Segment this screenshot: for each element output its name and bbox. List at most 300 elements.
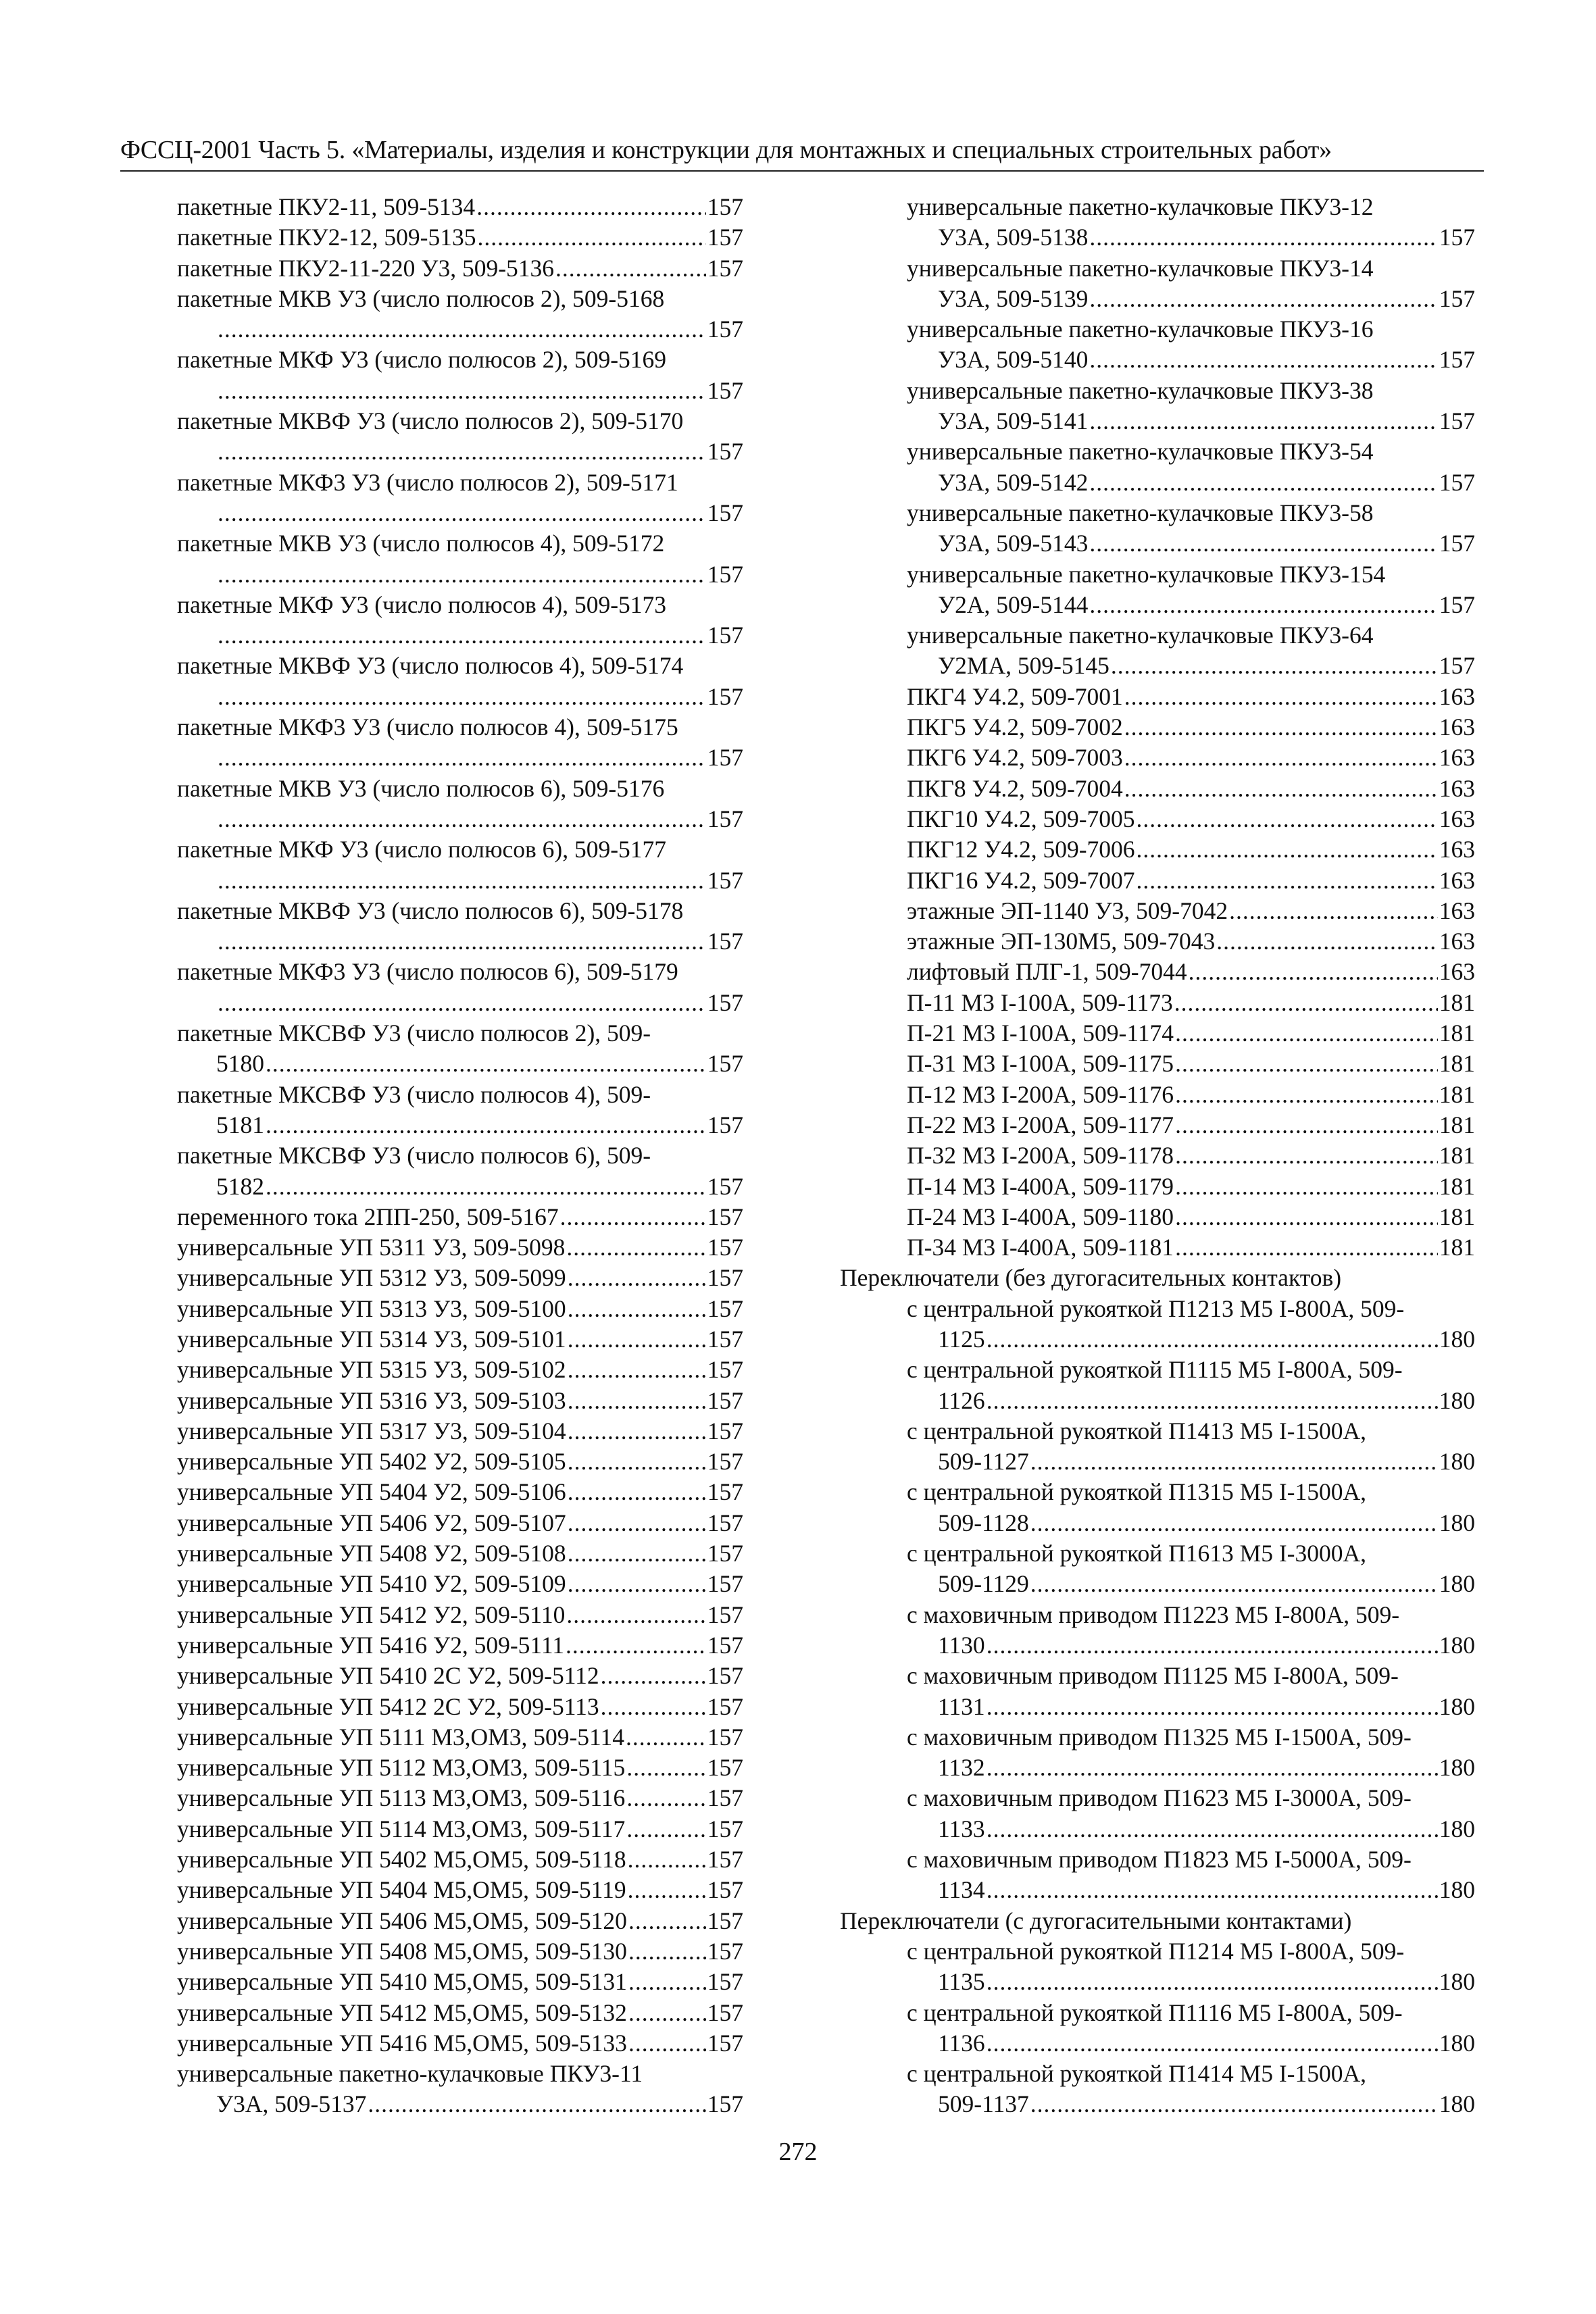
entry-text: универсальные УП 5412 У2, 509-5110 (177, 1601, 566, 1628)
entry-line (177, 590, 743, 620)
entry-text: с центральной рукояткой П1213 М5 I-800А, 509- (907, 1294, 1405, 1322)
index-entry (177, 1906, 743, 1936)
dot-leader (1089, 528, 1437, 559)
dot-leader (987, 1692, 1438, 1722)
entry-text: с маховичным приводом П1223 М5 I-800А, 509- (907, 1601, 1400, 1628)
entry-line (840, 620, 1475, 651)
page-ref: 163 (1439, 928, 1475, 955)
page-ref: 163 (1439, 836, 1475, 863)
dot-leader (987, 1386, 1438, 1416)
entry-line (177, 284, 743, 314)
dot-leader (626, 1783, 705, 1813)
page-ref: 180 (1439, 2090, 1475, 2118)
page-ref: 157 (707, 254, 743, 282)
dot-leader (1089, 222, 1437, 253)
dot-leader (218, 865, 706, 896)
index-entry (177, 1140, 743, 1202)
dot-leader (1229, 896, 1438, 926)
dot-leader (568, 1263, 706, 1293)
page-ref: 157 (707, 2029, 743, 2057)
page-header: ФССЦ-2001 Часть 5. «Материалы, изделия и конструкции для монтажных и специальных строительных работ» (120, 136, 1332, 164)
dot-leader (266, 1049, 706, 1079)
entry-line (840, 436, 1475, 467)
entry-text: 509-1128 (938, 1509, 1029, 1536)
index-entry (177, 957, 743, 1018)
entry-line (177, 376, 743, 406)
page-ref: 157 (707, 376, 743, 404)
entry-line (177, 1386, 743, 1416)
entry-line (177, 620, 743, 651)
entry-text: универсальные УП 5311 У3, 509-5098 (177, 1234, 566, 1261)
page-ref: 157 (707, 866, 743, 894)
index-entry (840, 682, 1475, 712)
index-entry (840, 712, 1475, 743)
dot-leader (1175, 1202, 1438, 1232)
entry-line (840, 1569, 1475, 1599)
entry-text: универсальные УП 5111 М3,ОМ3, 509-5114 (177, 1723, 624, 1751)
index-entry (177, 345, 743, 406)
entry-line (840, 743, 1475, 773)
entry-text: универсальные УП 5412 2С У2, 509-5113 (177, 1692, 599, 1720)
page-ref: 180 (1439, 1631, 1475, 1659)
entry-line (177, 1600, 743, 1630)
entry-text: пакетные ПКУ2-11-220 У3, 509-5136 (177, 254, 555, 282)
index-entry (177, 222, 743, 253)
dot-leader (560, 1202, 706, 1232)
dot-leader (628, 1906, 706, 1936)
page-ref: 157 (707, 224, 743, 251)
entry-line (840, 590, 1475, 620)
entry-line (177, 1447, 743, 1477)
entry-text: этажные ЭП-1140 У3, 509-7042 (907, 897, 1228, 924)
page-ref: 157 (1439, 346, 1475, 374)
entry-line (840, 314, 1475, 345)
entry-line (840, 1875, 1475, 1905)
entry-line (177, 712, 743, 743)
entry-line (177, 314, 743, 345)
index-entry (177, 1692, 743, 1722)
dot-leader (1124, 774, 1438, 804)
entry-line (177, 1232, 743, 1263)
index-entry (177, 1661, 743, 1691)
index-entry (840, 1018, 1475, 1049)
page-ref: 163 (1439, 713, 1475, 741)
entry-line (840, 498, 1475, 528)
page-ref: 163 (1439, 682, 1475, 710)
page-ref: 181 (1439, 1234, 1475, 1261)
entry-text: с маховичным приводом П1325 М5 I-1500А, 509- (907, 1723, 1412, 1751)
page-ref: 157 (1439, 468, 1475, 496)
entry-line (840, 1936, 1475, 1967)
index-entry (177, 1722, 743, 1753)
entry-text: пакетные МКВ У3 (число полюсов 6), 509-5176 (177, 774, 665, 802)
page-ref: 157 (707, 1050, 743, 1078)
entry-text: универсальные УП 5313 У3, 509-5100 (177, 1294, 566, 1322)
dot-leader (1089, 468, 1437, 498)
entry-line (840, 1140, 1475, 1171)
page-ref: 157 (707, 1356, 743, 1384)
index-entry (177, 1967, 743, 1997)
page-ref: 163 (1439, 744, 1475, 772)
entry-text: универсальные УП 5406 У2, 509-5107 (177, 1509, 566, 1536)
index-entry (177, 834, 743, 896)
entry-line (177, 406, 743, 436)
entry-line (840, 345, 1475, 375)
entry-line (177, 2089, 743, 2119)
index-entry (840, 1355, 1475, 1416)
entry-text: П-11 М3 I-100А, 509-1173 (907, 988, 1173, 1016)
page-ref: 157 (707, 928, 743, 955)
page-ref: 157 (707, 1784, 743, 1812)
page-number: 272 (778, 2138, 818, 2166)
dot-leader (476, 192, 706, 222)
page-ref: 157 (707, 1998, 743, 2026)
entry-line (177, 1569, 743, 1599)
index-heading (840, 1906, 1475, 1936)
entry-line (177, 1722, 743, 1753)
page-ref: 180 (1439, 1509, 1475, 1536)
page-ref: 180 (1439, 1815, 1475, 1842)
right-column (840, 192, 1475, 2120)
index-entry (177, 1783, 743, 1813)
dot-leader (1137, 865, 1438, 896)
page-ref: 157 (707, 2090, 743, 2118)
index-entry (840, 314, 1475, 376)
index-entry (840, 1600, 1475, 1661)
index-entry (177, 1477, 743, 1507)
index-entry (177, 1936, 743, 1967)
entry-text: П-24 М3 I-400А, 509-1180 (907, 1203, 1174, 1230)
entry-line (177, 1263, 743, 1293)
dot-leader (987, 1630, 1438, 1661)
entry-text: с центральной рукояткой П1116 М5 I-800А, 509- (907, 1998, 1403, 2026)
dot-leader (601, 1661, 706, 1691)
entry-line (840, 1538, 1475, 1569)
index-entry (840, 865, 1475, 896)
entry-text: универсальные УП 5412 М5,ОМ5, 509-5132 (177, 1998, 627, 2026)
entry-line (840, 2059, 1475, 2089)
dot-leader (987, 1814, 1438, 1844)
entry-line (840, 1049, 1475, 1079)
entry-text: ПКГ4 У4.2, 509-7001 (907, 682, 1123, 710)
entry-text: 509-1137 (938, 2090, 1029, 2118)
dot-leader (987, 1875, 1438, 1905)
index-entry (177, 1814, 743, 1844)
index-entry (840, 1844, 1475, 1906)
entry-text: 5181 (216, 1111, 264, 1138)
entry-line (177, 1294, 743, 1324)
dot-leader (1111, 651, 1438, 681)
entry-line (177, 1692, 743, 1722)
entry-text: универсальные УП 5416 У2, 509-5111 (177, 1631, 565, 1659)
page-ref: 180 (1439, 1876, 1475, 1904)
entry-text: У3А, 509-5138 (938, 224, 1089, 251)
page-ref: 157 (707, 1264, 743, 1292)
page-ref: 157 (707, 805, 743, 832)
entry-text: универсальные УП 5410 М5,ОМ5, 509-5131 (177, 1968, 627, 1996)
entry-text: ПКГ12 У4.2, 509-7006 (907, 836, 1135, 863)
page-ref: 157 (707, 438, 743, 466)
entry-text: пакетные МКФ У3 (число полюсов 6), 509-5177 (177, 836, 667, 863)
page-ref: 181 (1439, 1203, 1475, 1230)
entry-text: У3А, 509-5137 (216, 2090, 367, 2118)
page-ref: 181 (1439, 1111, 1475, 1138)
entry-line (840, 376, 1475, 406)
entry-line (177, 1967, 743, 1997)
dot-leader (1030, 2089, 1438, 2119)
entry-text: Переключатели (без дугогасительных контактов) (840, 1264, 1342, 1292)
entry-line (177, 498, 743, 528)
index-entry (840, 559, 1475, 621)
page-ref: 157 (707, 1631, 743, 1659)
entry-text: универсальные УП 5114 М3,ОМ3, 509-5117 (177, 1815, 626, 1842)
entry-line (840, 1294, 1475, 1324)
dot-leader (1175, 1049, 1438, 1079)
page-ref: 157 (707, 1234, 743, 1261)
page-ref: 157 (707, 1937, 743, 1965)
entry-line (177, 865, 743, 896)
entry-text: с центральной рукояткой П1315 М5 I-1500А, (907, 1478, 1366, 1506)
index-entry (177, 1294, 743, 1324)
index-entry (840, 743, 1475, 773)
page-ref: 157 (707, 622, 743, 649)
entry-line (840, 957, 1475, 987)
header-rule (120, 170, 1484, 172)
entry-line (177, 528, 743, 559)
entry-text: универсальные УП 5317 У3, 509-5104 (177, 1417, 566, 1444)
entry-line (177, 1477, 743, 1507)
entry-line (177, 804, 743, 834)
page-ref: 157 (1439, 590, 1475, 618)
entry-text: с центральной рукояткой П1214 М5 I-800А, 509- (907, 1937, 1405, 1965)
entry-text: ПКГ8 У4.2, 509-7004 (907, 774, 1123, 802)
index-entry (177, 1324, 743, 1355)
index-entry (177, 1018, 743, 1080)
page-ref: 157 (707, 499, 743, 526)
entry-text: пакетные МКФ3 У3 (число полюсов 6), 509-5179 (177, 958, 678, 986)
entry-text: универсальные УП 5408 У2, 509-5108 (177, 1540, 566, 1567)
dot-leader (568, 1416, 706, 1447)
entry-line (840, 988, 1475, 1018)
dot-leader (1175, 1018, 1438, 1049)
index-entry (177, 1386, 743, 1416)
page-ref: 181 (1439, 1020, 1475, 1047)
entry-line (177, 988, 743, 1018)
entry-text: универсальные УП 5402 М5,ОМ5, 509-5118 (177, 1846, 626, 1873)
dot-leader (626, 1722, 706, 1753)
entry-text: 1135 (938, 1968, 985, 1996)
entry-text: универсальные пакетно-кулачковые ПКУ3-11 (177, 2060, 643, 2088)
dot-leader (218, 988, 706, 1018)
dot-leader (1174, 988, 1438, 1018)
entry-line (177, 1508, 743, 1538)
entry-line (840, 2028, 1475, 2059)
entry-text: с маховичным приводом П1125 М5 I-800А, 509- (907, 1662, 1399, 1690)
entry-text: универсальные УП 5404 У2, 509-5106 (177, 1478, 566, 1506)
entry-line (840, 1600, 1475, 1630)
index-entry (177, 1998, 743, 2028)
page-ref: 157 (707, 1754, 743, 1782)
index-entry (177, 1355, 743, 1385)
index-entry (177, 1600, 743, 1630)
page-ref: 157 (707, 1172, 743, 1200)
entry-text: У3А, 509-5141 (938, 407, 1089, 435)
dot-leader (218, 926, 706, 957)
dot-leader (628, 1844, 706, 1875)
entry-text: универсальные УП 5408 М5,ОМ5, 509-5130 (177, 1937, 627, 1965)
dot-leader (566, 1630, 706, 1661)
page-ref: 157 (707, 988, 743, 1016)
page-ref: 181 (1439, 1080, 1475, 1108)
entry-text: универсальные УП 5410 У2, 509-5109 (177, 1570, 566, 1598)
entry-text: 5182 (216, 1172, 264, 1200)
entry-text: У3А, 509-5142 (938, 468, 1089, 496)
dot-leader (987, 1753, 1438, 1783)
dot-leader (218, 436, 706, 467)
entry-line (840, 865, 1475, 896)
entry-line (840, 682, 1475, 712)
page-ref: 157 (1439, 224, 1475, 251)
index-entry (840, 1232, 1475, 1263)
entry-line (840, 1998, 1475, 2028)
left-column (177, 192, 743, 2120)
entry-text: П-22 М3 I-200А, 509-1177 (907, 1111, 1174, 1138)
page-ref: 157 (707, 316, 743, 343)
entry-text: П-31 М3 I-100А, 509-1175 (907, 1050, 1174, 1078)
dot-leader (626, 1814, 705, 1844)
index-entry (177, 528, 743, 590)
page-ref: 157 (707, 1509, 743, 1536)
entry-line (840, 1906, 1475, 1936)
dot-leader (1089, 284, 1437, 314)
dot-leader (628, 1967, 706, 1997)
entry-line (840, 896, 1475, 926)
entry-line (840, 834, 1475, 865)
dot-leader (1089, 406, 1437, 436)
entry-line (177, 1875, 743, 1905)
dot-leader (218, 314, 706, 345)
entry-text: универсальные УП 5406 М5,ОМ5, 509-5120 (177, 1907, 627, 1934)
page-ref: 157 (707, 1417, 743, 1444)
dot-leader (555, 253, 706, 284)
entry-line (177, 2028, 743, 2059)
page-ref: 163 (1439, 866, 1475, 894)
index-entry (177, 1753, 743, 1783)
dot-leader (628, 2028, 706, 2059)
page-ref: 157 (707, 1846, 743, 1873)
page-ref: 157 (1439, 652, 1475, 680)
page-ref: 157 (707, 560, 743, 588)
dot-leader (628, 1936, 706, 1967)
index-entry (177, 2028, 743, 2059)
entry-line (840, 1355, 1475, 1385)
entry-text: П-12 М3 I-200А, 509-1176 (907, 1080, 1174, 1108)
entry-line (840, 1447, 1475, 1477)
entry-line (840, 1110, 1475, 1140)
entry-line (177, 896, 743, 926)
index-entry (177, 253, 743, 284)
dot-leader (218, 620, 706, 651)
dot-leader (266, 1172, 706, 1202)
dot-leader (568, 1569, 706, 1599)
entry-text: универсальные УП 5416 М5,ОМ5, 509-5133 (177, 2029, 627, 2057)
dot-leader (628, 1875, 706, 1905)
index-heading (840, 1263, 1475, 1293)
entry-line (177, 1110, 743, 1140)
index-entry (177, 1569, 743, 1599)
entry-text: 1131 (938, 1692, 985, 1720)
dot-leader (1124, 743, 1438, 773)
entry-line (177, 926, 743, 957)
dot-leader (1175, 1110, 1438, 1140)
page-ref: 157 (1439, 407, 1475, 435)
entry-text: У3А, 509-5139 (938, 284, 1089, 312)
entry-line (840, 406, 1475, 436)
entry-text: 509-1129 (938, 1570, 1029, 1598)
entry-text: универсальные пакетно-кулачковые ПКУ3-64 (907, 622, 1374, 649)
dot-leader (1189, 957, 1438, 987)
entry-line (177, 1355, 743, 1385)
dot-leader (568, 1538, 706, 1569)
page-ref: 157 (707, 1325, 743, 1353)
dot-leader (568, 1386, 706, 1416)
index-entry (840, 1936, 1475, 1998)
index-entry (840, 774, 1475, 804)
index-entry (177, 1202, 743, 1232)
entry-line (177, 834, 743, 865)
entry-line (840, 1324, 1475, 1355)
dot-leader (568, 1508, 706, 1538)
entry-line (177, 1140, 743, 1171)
page-ref: 180 (1439, 1692, 1475, 1720)
entry-text: пакетные МКФ У3 (число полюсов 2), 509-5169 (177, 346, 667, 374)
entry-text: П-32 М3 I-200А, 509-1178 (907, 1142, 1174, 1169)
dot-leader (1216, 926, 1438, 957)
entry-line (840, 222, 1475, 253)
index-entry (840, 1080, 1475, 1110)
entry-text: универсальные пакетно-кулачковые ПКУ3-58 (907, 499, 1374, 526)
index-entry (177, 1232, 743, 1263)
index-entry (840, 253, 1475, 315)
index-entry (840, 1140, 1475, 1171)
entry-text: универсальные УП 5315 У3, 509-5102 (177, 1356, 566, 1384)
dot-leader (1175, 1172, 1438, 1202)
dot-leader (218, 498, 706, 528)
dot-leader (566, 1600, 705, 1630)
entry-line (840, 1783, 1475, 1813)
entry-text: пакетные МКФ3 У3 (число полюсов 2), 509-5171 (177, 468, 678, 496)
dot-leader (1030, 1508, 1438, 1538)
entry-text: пакетные МКСВФ У3 (число полюсов 2), 509- (177, 1020, 651, 1047)
dot-leader (218, 559, 706, 590)
entry-text: универсальные УП 5312 У3, 509-5099 (177, 1264, 566, 1292)
entry-text: с центральной рукояткой П1413 М5 I-1500А, (907, 1417, 1366, 1444)
index-entry (840, 1661, 1475, 1722)
dot-leader (266, 1110, 706, 1140)
dot-leader (478, 222, 706, 253)
dot-leader (218, 804, 706, 834)
page-ref: 180 (1439, 1386, 1475, 1414)
entry-text: 5180 (216, 1050, 264, 1078)
page-ref: 157 (707, 1540, 743, 1567)
entry-line (840, 1661, 1475, 1691)
entry-text: 1136 (938, 2029, 985, 2057)
page-ref: 180 (1439, 1325, 1475, 1353)
entry-text: лифтовый ПЛГ-1, 509-7044 (907, 958, 1187, 986)
entry-text: универсальные УП 5402 У2, 509-5105 (177, 1448, 566, 1476)
index-entry (840, 926, 1475, 957)
index-entry (840, 1049, 1475, 1079)
